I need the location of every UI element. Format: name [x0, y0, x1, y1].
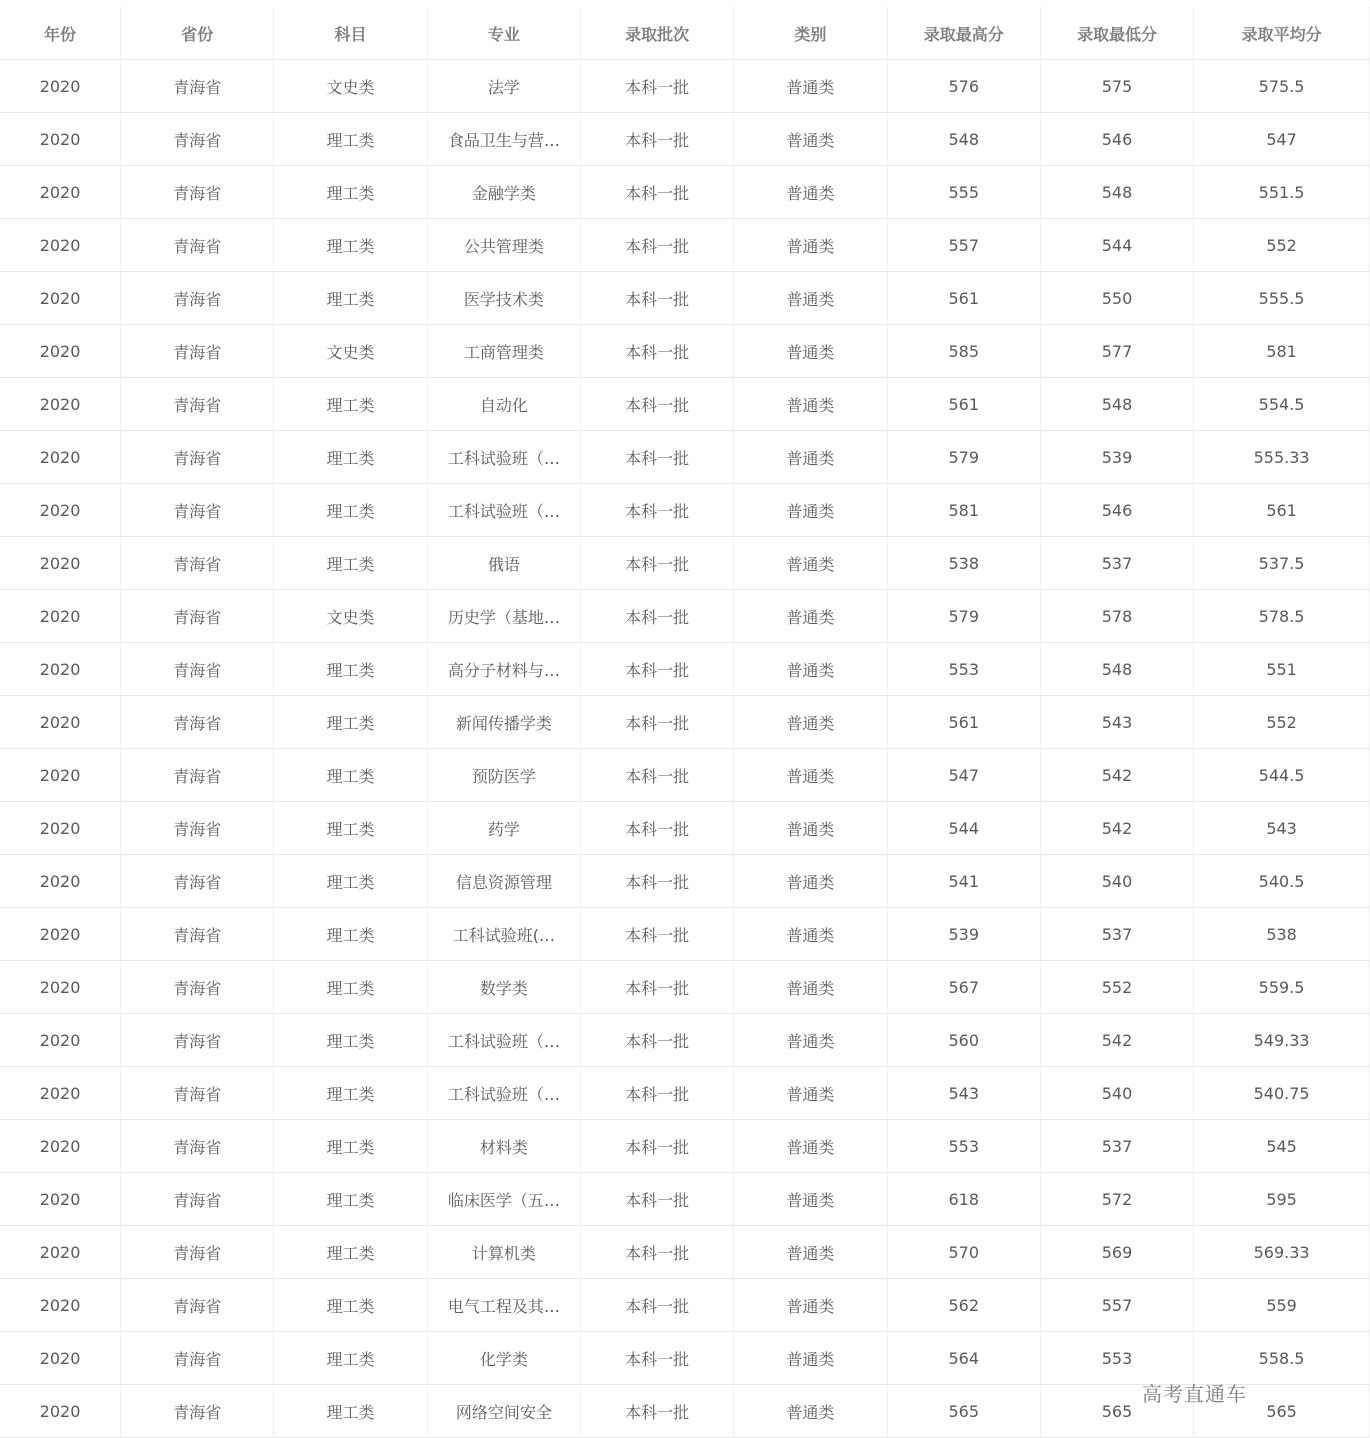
cell-province: 青海省: [121, 1120, 274, 1173]
cell-min-score: 540: [1040, 1067, 1193, 1120]
table-row: [0, 325, 1370, 378]
cell-avg-score: 549.33: [1194, 1014, 1370, 1067]
cell-year: 2020: [0, 1173, 121, 1226]
table-row: [0, 378, 1370, 431]
cell-subject: 理工类: [274, 378, 427, 431]
cell-province: 青海省: [121, 749, 274, 802]
cell-major: 工科试验班（…: [427, 431, 580, 484]
cell-category: 普通类: [734, 749, 887, 802]
cell-max-score: 567: [887, 961, 1040, 1014]
header-major: 专业: [427, 7, 580, 60]
header-batch: 录取批次: [580, 7, 733, 60]
cell-year: 2020: [0, 802, 121, 855]
cell-province: 青海省: [121, 643, 274, 696]
cell-major: 新闻传播学类: [427, 696, 580, 749]
cell-subject: 理工类: [274, 431, 427, 484]
header-max-score: 录取最高分: [887, 7, 1040, 60]
cell-max-score: 541: [887, 855, 1040, 908]
cell-major: 金融学类: [427, 166, 580, 219]
cell-max-score: 547: [887, 749, 1040, 802]
cell-batch: 本科一批: [580, 166, 733, 219]
cell-batch: 本科一批: [580, 60, 733, 113]
cell-province: 青海省: [121, 60, 274, 113]
cell-category: 普通类: [734, 60, 887, 113]
table-row: [0, 590, 1370, 643]
cell-province: 青海省: [121, 590, 274, 643]
cell-avg-score: 537.5: [1194, 537, 1370, 590]
cell-avg-score: 569.33: [1194, 1226, 1370, 1279]
cell-province: 青海省: [121, 908, 274, 961]
table-header-row: [0, 7, 1370, 60]
cell-subject: 理工类: [274, 166, 427, 219]
cell-batch: 本科一批: [580, 1332, 733, 1385]
cell-max-score: 576: [887, 60, 1040, 113]
cell-category: 普通类: [734, 431, 887, 484]
cell-major: 医学技术类: [427, 272, 580, 325]
header-min-score: 录取最低分: [1040, 7, 1193, 60]
cell-province: 青海省: [121, 484, 274, 537]
admission-score-table: [0, 7, 1370, 1438]
cell-max-score: 618: [887, 1173, 1040, 1226]
table-row: [0, 696, 1370, 749]
cell-category: 普通类: [734, 802, 887, 855]
cell-subject: 理工类: [274, 643, 427, 696]
cell-max-score: 581: [887, 484, 1040, 537]
cell-batch: 本科一批: [580, 749, 733, 802]
cell-batch: 本科一批: [580, 484, 733, 537]
table-row: [0, 537, 1370, 590]
table-row: [0, 113, 1370, 166]
table-row: [0, 1014, 1370, 1067]
cell-year: 2020: [0, 325, 121, 378]
cell-category: 普通类: [734, 1120, 887, 1173]
cell-province: 青海省: [121, 1279, 274, 1332]
table-row: [0, 484, 1370, 537]
cell-category: 普通类: [734, 908, 887, 961]
cell-year: 2020: [0, 219, 121, 272]
cell-max-score: 538: [887, 537, 1040, 590]
cell-major: 历史学（基地…: [427, 590, 580, 643]
cell-avg-score: 559: [1194, 1279, 1370, 1332]
cell-avg-score: 545: [1194, 1120, 1370, 1173]
cell-year: 2020: [0, 590, 121, 643]
cell-batch: 本科一批: [580, 113, 733, 166]
cell-major: 网络空间安全: [427, 1385, 580, 1438]
cell-year: 2020: [0, 484, 121, 537]
cell-max-score: 539: [887, 908, 1040, 961]
cell-avg-score: 561: [1194, 484, 1370, 537]
cell-province: 青海省: [121, 802, 274, 855]
cell-batch: 本科一批: [580, 431, 733, 484]
cell-batch: 本科一批: [580, 802, 733, 855]
cell-min-score: 577: [1040, 325, 1193, 378]
cell-batch: 本科一批: [580, 1385, 733, 1438]
table-row: [0, 60, 1370, 113]
table-row: [0, 1067, 1370, 1120]
table-row: [0, 855, 1370, 908]
cell-batch: 本科一批: [580, 855, 733, 908]
table-row: [0, 431, 1370, 484]
table-row: [0, 219, 1370, 272]
table-row: [0, 802, 1370, 855]
cell-batch: 本科一批: [580, 219, 733, 272]
cell-year: 2020: [0, 431, 121, 484]
cell-subject: 理工类: [274, 961, 427, 1014]
cell-batch: 本科一批: [580, 1279, 733, 1332]
cell-min-score: 544: [1040, 219, 1193, 272]
cell-max-score: 561: [887, 378, 1040, 431]
table-row: [0, 272, 1370, 325]
cell-min-score: 548: [1040, 378, 1193, 431]
cell-min-score: 552: [1040, 961, 1193, 1014]
cell-avg-score: 544.5: [1194, 749, 1370, 802]
cell-max-score: 557: [887, 219, 1040, 272]
cell-min-score: 548: [1040, 643, 1193, 696]
cell-year: 2020: [0, 1067, 121, 1120]
header-province: 省份: [121, 7, 274, 60]
cell-avg-score: 559.5: [1194, 961, 1370, 1014]
cell-batch: 本科一批: [580, 908, 733, 961]
cell-major: 食品卫生与营…: [427, 113, 580, 166]
cell-year: 2020: [0, 113, 121, 166]
cell-year: 2020: [0, 60, 121, 113]
cell-major: 电气工程及其…: [427, 1279, 580, 1332]
cell-year: 2020: [0, 696, 121, 749]
cell-subject: 理工类: [274, 1385, 427, 1438]
cell-category: 普通类: [734, 113, 887, 166]
cell-max-score: 565: [887, 1385, 1040, 1438]
cell-min-score: 540: [1040, 855, 1193, 908]
cell-min-score: 537: [1040, 908, 1193, 961]
cell-category: 普通类: [734, 325, 887, 378]
cell-category: 普通类: [734, 855, 887, 908]
cell-avg-score: 555.33: [1194, 431, 1370, 484]
cell-min-score: 572: [1040, 1173, 1193, 1226]
cell-min-score: 550: [1040, 272, 1193, 325]
cell-province: 青海省: [121, 855, 274, 908]
cell-year: 2020: [0, 643, 121, 696]
cell-subject: 理工类: [274, 484, 427, 537]
table-row: [0, 1279, 1370, 1332]
cell-avg-score: 552: [1194, 696, 1370, 749]
header-subject: 科目: [274, 7, 427, 60]
cell-subject: 理工类: [274, 696, 427, 749]
cell-min-score: 542: [1040, 1014, 1193, 1067]
cell-major: 药学: [427, 802, 580, 855]
cell-province: 青海省: [121, 378, 274, 431]
cell-subject: 理工类: [274, 272, 427, 325]
cell-max-score: 548: [887, 113, 1040, 166]
cell-category: 普通类: [734, 590, 887, 643]
cell-avg-score: 540.75: [1194, 1067, 1370, 1120]
cell-subject: 理工类: [274, 1332, 427, 1385]
cell-year: 2020: [0, 1014, 121, 1067]
cell-subject: 理工类: [274, 802, 427, 855]
cell-max-score: 553: [887, 1120, 1040, 1173]
cell-year: 2020: [0, 1279, 121, 1332]
cell-avg-score: 547: [1194, 113, 1370, 166]
cell-min-score: 578: [1040, 590, 1193, 643]
cell-batch: 本科一批: [580, 537, 733, 590]
cell-subject: 文史类: [274, 60, 427, 113]
table-row: [0, 1120, 1370, 1173]
cell-year: 2020: [0, 1226, 121, 1279]
cell-province: 青海省: [121, 696, 274, 749]
cell-major: 信息资源管理: [427, 855, 580, 908]
cell-category: 普通类: [734, 961, 887, 1014]
cell-min-score: 575: [1040, 60, 1193, 113]
cell-batch: 本科一批: [580, 590, 733, 643]
cell-subject: 理工类: [274, 1120, 427, 1173]
cell-subject: 理工类: [274, 855, 427, 908]
cell-avg-score: 558.5: [1194, 1332, 1370, 1385]
cell-year: 2020: [0, 855, 121, 908]
cell-subject: 文史类: [274, 590, 427, 643]
cell-major: 工科试验班（…: [427, 1014, 580, 1067]
cell-batch: 本科一批: [580, 696, 733, 749]
cell-subject: 文史类: [274, 325, 427, 378]
cell-min-score: 537: [1040, 537, 1193, 590]
cell-province: 青海省: [121, 1173, 274, 1226]
cell-subject: 理工类: [274, 113, 427, 166]
cell-batch: 本科一批: [580, 1067, 733, 1120]
cell-max-score: 564: [887, 1332, 1040, 1385]
cell-max-score: 543: [887, 1067, 1040, 1120]
cell-min-score: 548: [1040, 166, 1193, 219]
cell-max-score: 570: [887, 1226, 1040, 1279]
cell-major: 工商管理类: [427, 325, 580, 378]
header-avg-score: 录取平均分: [1194, 7, 1370, 60]
cell-major: 公共管理类: [427, 219, 580, 272]
cell-category: 普通类: [734, 1226, 887, 1279]
cell-year: 2020: [0, 537, 121, 590]
cell-avg-score: 578.5: [1194, 590, 1370, 643]
cell-category: 普通类: [734, 1385, 887, 1438]
cell-province: 青海省: [121, 431, 274, 484]
cell-category: 普通类: [734, 696, 887, 749]
cell-subject: 理工类: [274, 749, 427, 802]
cell-province: 青海省: [121, 272, 274, 325]
cell-province: 青海省: [121, 1014, 274, 1067]
cell-year: 2020: [0, 166, 121, 219]
cell-major: 自动化: [427, 378, 580, 431]
cell-max-score: 544: [887, 802, 1040, 855]
table-row: [0, 1173, 1370, 1226]
admission-score-table-container: [0, 7, 1322, 1438]
cell-subject: 理工类: [274, 908, 427, 961]
cell-min-score: 553: [1040, 1332, 1193, 1385]
cell-avg-score: 575.5: [1194, 60, 1370, 113]
cell-major: 材料类: [427, 1120, 580, 1173]
cell-category: 普通类: [734, 643, 887, 696]
watermark-text: 高考直通车: [1142, 1382, 1247, 1406]
cell-avg-score: 595: [1194, 1173, 1370, 1226]
cell-category: 普通类: [734, 537, 887, 590]
cell-province: 青海省: [121, 113, 274, 166]
cell-batch: 本科一批: [580, 1226, 733, 1279]
cell-avg-score: 555.5: [1194, 272, 1370, 325]
table-row: [0, 1226, 1370, 1279]
cell-province: 青海省: [121, 1067, 274, 1120]
cell-year: 2020: [0, 749, 121, 802]
cell-major: 化学类: [427, 1332, 580, 1385]
cell-major: 高分子材料与…: [427, 643, 580, 696]
cell-province: 青海省: [121, 219, 274, 272]
cell-year: 2020: [0, 378, 121, 431]
cell-major: 预防医学: [427, 749, 580, 802]
cell-category: 普通类: [734, 272, 887, 325]
cell-max-score: 561: [887, 696, 1040, 749]
cell-avg-score: 543: [1194, 802, 1370, 855]
cell-max-score: 555: [887, 166, 1040, 219]
cell-subject: 理工类: [274, 1014, 427, 1067]
cell-category: 普通类: [734, 378, 887, 431]
cell-max-score: 585: [887, 325, 1040, 378]
cell-min-score: 537: [1040, 1120, 1193, 1173]
cell-avg-score: 581: [1194, 325, 1370, 378]
cell-province: 青海省: [121, 1385, 274, 1438]
cell-min-score: 539: [1040, 431, 1193, 484]
cell-batch: 本科一批: [580, 1173, 733, 1226]
cell-subject: 理工类: [274, 1226, 427, 1279]
cell-max-score: 562: [887, 1279, 1040, 1332]
cell-major: 数学类: [427, 961, 580, 1014]
cell-batch: 本科一批: [580, 643, 733, 696]
cell-avg-score: 540.5: [1194, 855, 1370, 908]
cell-max-score: 579: [887, 590, 1040, 643]
cell-avg-score: 554.5: [1194, 378, 1370, 431]
table-row: [0, 908, 1370, 961]
cell-batch: 本科一批: [580, 1120, 733, 1173]
cell-category: 普通类: [734, 166, 887, 219]
cell-subject: 理工类: [274, 219, 427, 272]
cell-min-score: 542: [1040, 802, 1193, 855]
cell-major: 工科试验班（…: [427, 1067, 580, 1120]
cell-major: 法学: [427, 60, 580, 113]
cell-avg-score: 551.5: [1194, 166, 1370, 219]
cell-province: 青海省: [121, 325, 274, 378]
cell-min-score: 569: [1040, 1226, 1193, 1279]
cell-year: 2020: [0, 908, 121, 961]
cell-year: 2020: [0, 272, 121, 325]
cell-subject: 理工类: [274, 1279, 427, 1332]
cell-category: 普通类: [734, 1014, 887, 1067]
cell-year: 2020: [0, 961, 121, 1014]
cell-category: 普通类: [734, 1332, 887, 1385]
cell-province: 青海省: [121, 537, 274, 590]
cell-min-score: 546: [1040, 113, 1193, 166]
cell-province: 青海省: [121, 1226, 274, 1279]
cell-max-score: 560: [887, 1014, 1040, 1067]
header-year: 年份: [0, 7, 121, 60]
cell-province: 青海省: [121, 1332, 274, 1385]
cell-max-score: 579: [887, 431, 1040, 484]
table-row: [0, 643, 1370, 696]
cell-batch: 本科一批: [580, 272, 733, 325]
cell-batch: 本科一批: [580, 378, 733, 431]
cell-avg-score: 565: [1194, 1385, 1370, 1438]
cell-min-score: 542: [1040, 749, 1193, 802]
cell-province: 青海省: [121, 961, 274, 1014]
cell-year: 2020: [0, 1120, 121, 1173]
cell-min-score: 565: [1040, 1385, 1193, 1438]
cell-max-score: 553: [887, 643, 1040, 696]
cell-min-score: 546: [1040, 484, 1193, 537]
cell-year: 2020: [0, 1385, 121, 1438]
cell-category: 普通类: [734, 219, 887, 272]
cell-avg-score: 551: [1194, 643, 1370, 696]
cell-category: 普通类: [734, 484, 887, 537]
table-row: [0, 749, 1370, 802]
cell-min-score: 557: [1040, 1279, 1193, 1332]
cell-category: 普通类: [734, 1279, 887, 1332]
cell-avg-score: 552: [1194, 219, 1370, 272]
cell-year: 2020: [0, 1332, 121, 1385]
table-row: [0, 1332, 1370, 1385]
header-category: 类别: [734, 7, 887, 60]
table-row: [0, 166, 1370, 219]
cell-batch: 本科一批: [580, 325, 733, 378]
cell-major: 俄语: [427, 537, 580, 590]
cell-subject: 理工类: [274, 1173, 427, 1226]
cell-batch: 本科一批: [580, 961, 733, 1014]
cell-subject: 理工类: [274, 1067, 427, 1120]
cell-province: 青海省: [121, 166, 274, 219]
cell-avg-score: 538: [1194, 908, 1370, 961]
cell-max-score: 561: [887, 272, 1040, 325]
table-row: [0, 961, 1370, 1014]
cell-min-score: 543: [1040, 696, 1193, 749]
cell-batch: 本科一批: [580, 1014, 733, 1067]
table-body: [0, 60, 1370, 1438]
cell-category: 普通类: [734, 1067, 887, 1120]
cell-category: 普通类: [734, 1173, 887, 1226]
cell-subject: 理工类: [274, 537, 427, 590]
cell-major: 工科试验班（…: [427, 484, 580, 537]
cell-major: 计算机类: [427, 1226, 580, 1279]
cell-major: 工科试验班(…: [427, 908, 580, 961]
cell-major: 临床医学（五…: [427, 1173, 580, 1226]
